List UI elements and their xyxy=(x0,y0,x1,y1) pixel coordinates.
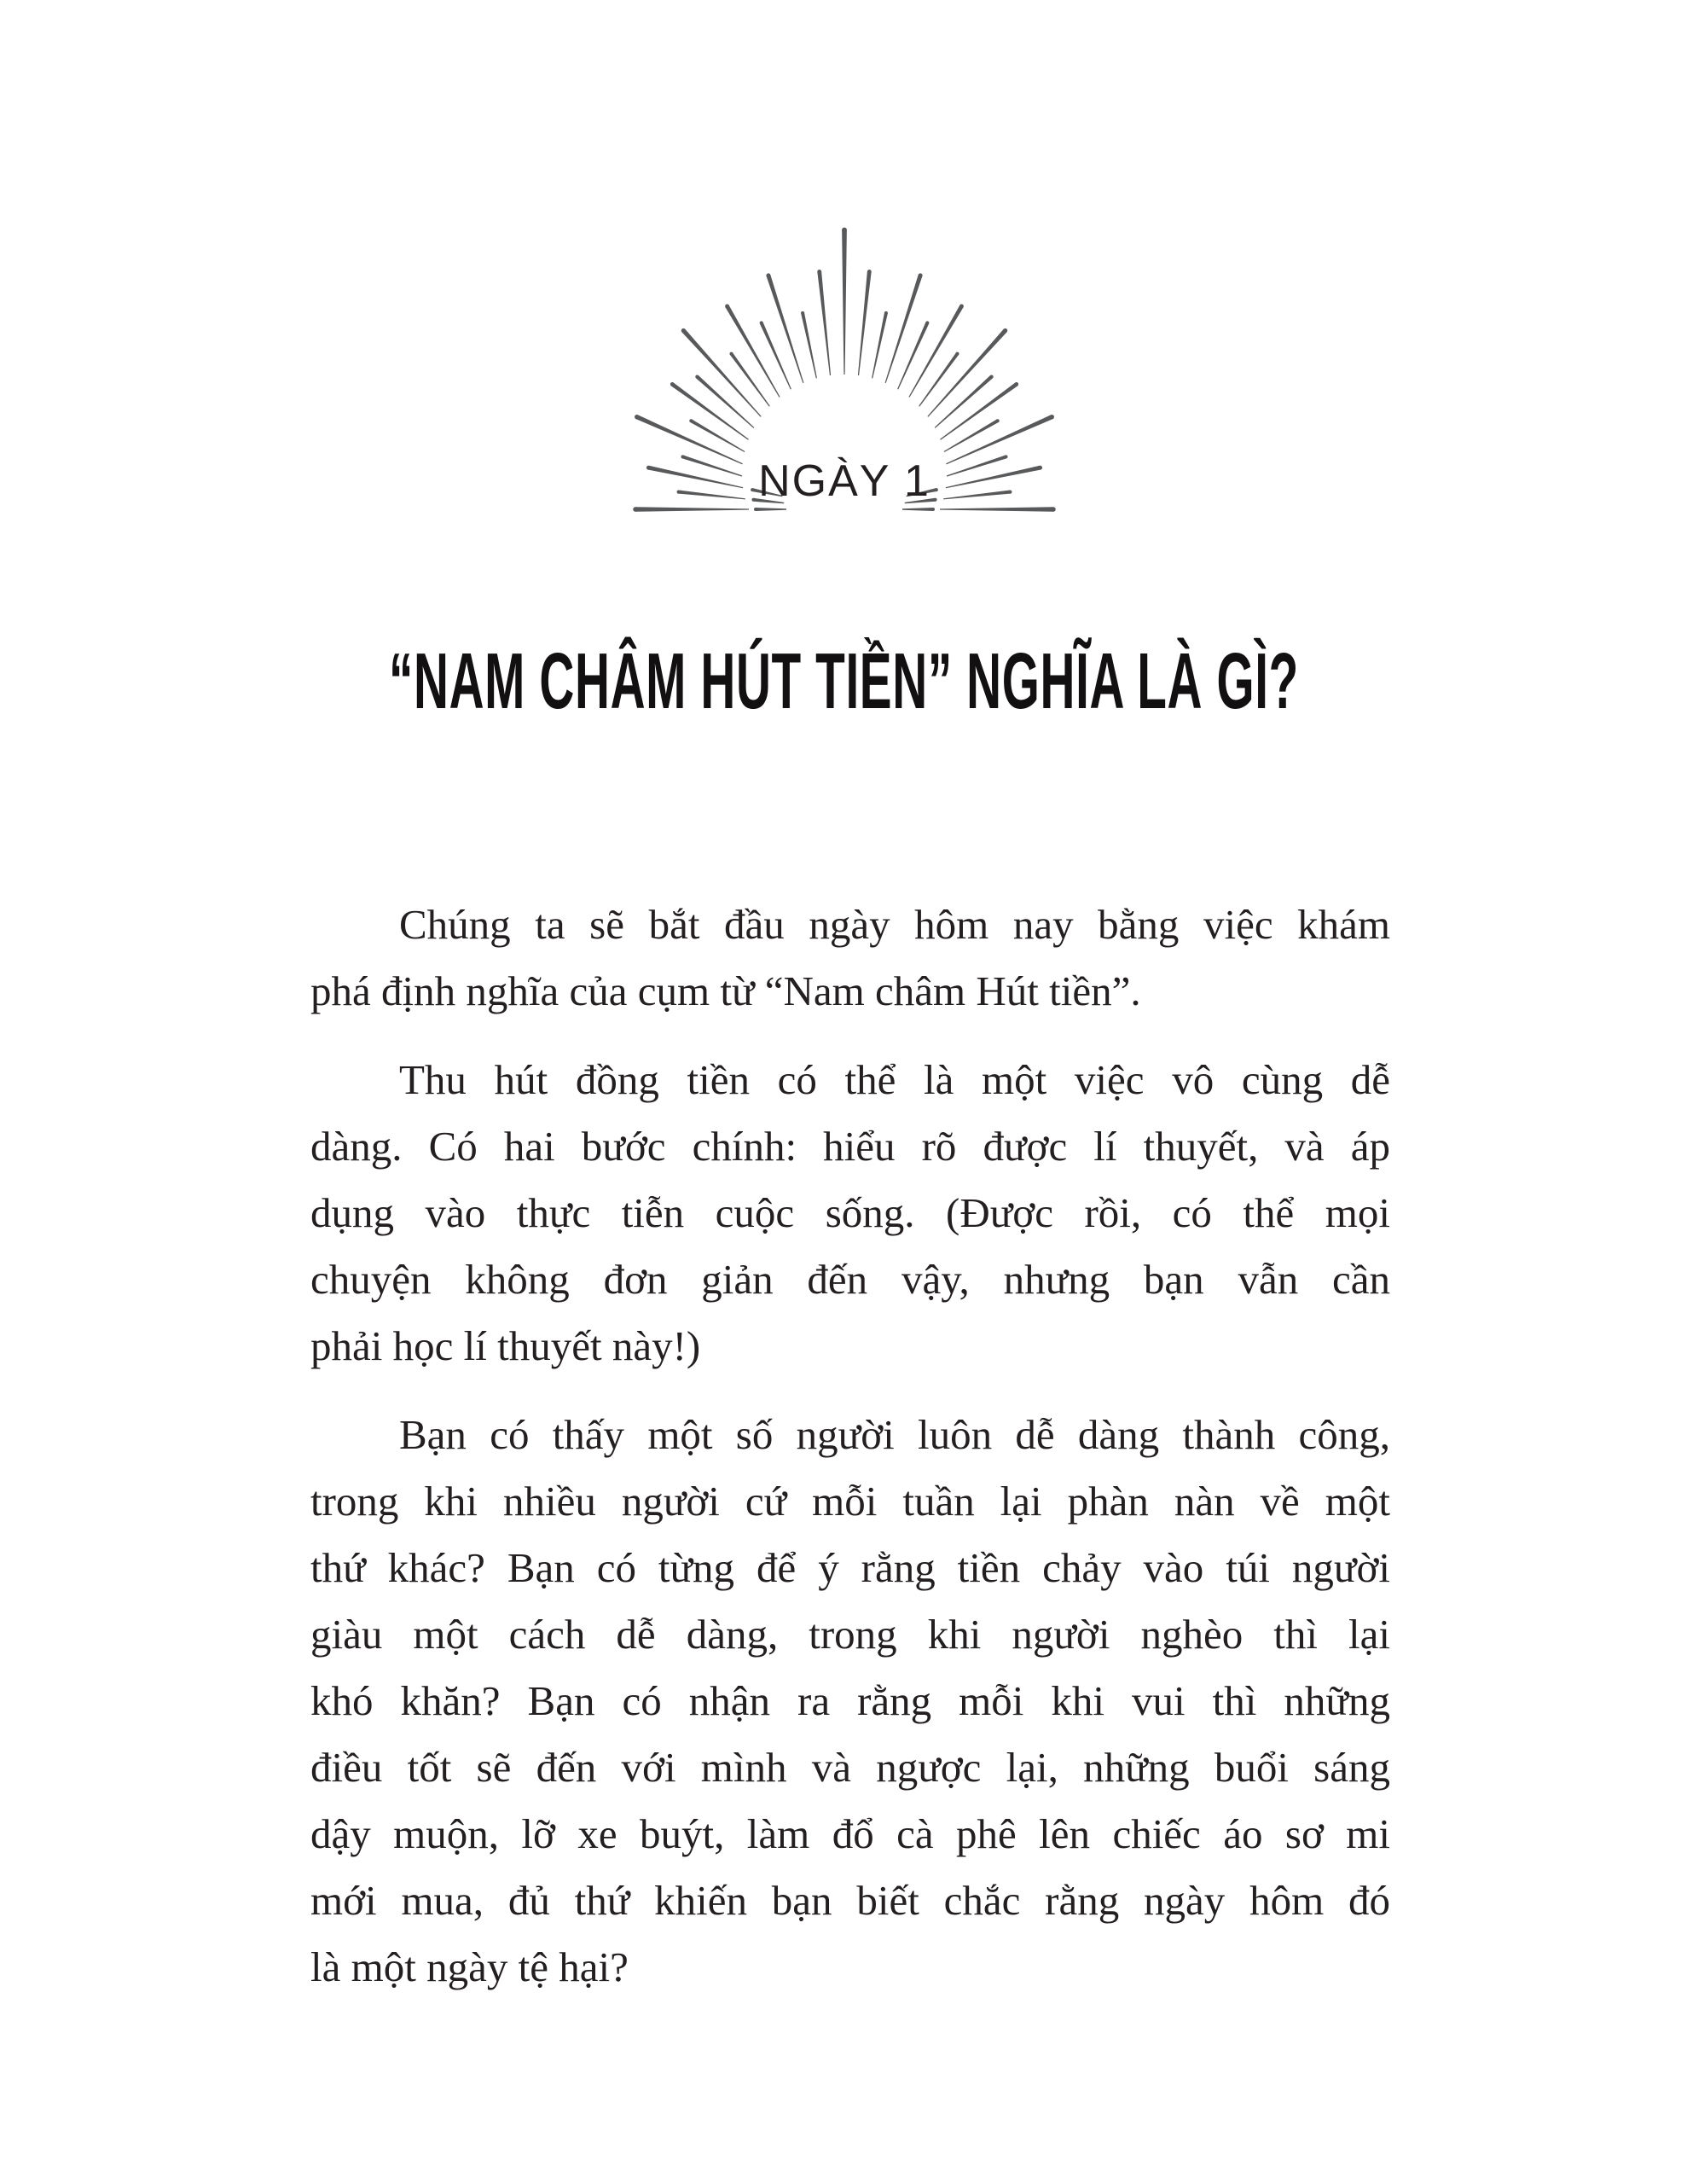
day-label: NGÀY 1 xyxy=(758,456,930,506)
text-line: dụng vào thực tiễn cuộc sống. (Được rồi, có thể mọi xyxy=(310,1189,1390,1236)
text-line: phải học lí thuyết này!) xyxy=(310,1322,701,1369)
text-line: trong khi nhiều người cứ mỗi tuần lại phàn nàn về một xyxy=(310,1478,1390,1525)
text-line: thứ khác? Bạn có từng để ý rằng tiền chảy vào túi người xyxy=(310,1544,1390,1591)
sunburst-rays-icon xyxy=(631,224,1058,491)
paragraph xyxy=(310,892,1390,1025)
text-line: Chúng ta sẽ bắt đầu ngày hôm nay bằng việc khám xyxy=(399,901,1390,948)
text-line: chuyện không đơn giản đến vậy, nhưng bạn vẫn cần xyxy=(310,1256,1390,1303)
chapter-title-text: “NAM CHÂM HÚT TIỀN” NGHĨA LÀ GÌ? xyxy=(388,636,1299,725)
text-line: giàu một cách dễ dàng, trong khi người nghèo thì lại xyxy=(310,1611,1390,1658)
paragraph xyxy=(310,1402,1390,2001)
paragraph xyxy=(310,1047,1390,1380)
text-line: mới mua, đủ thứ khiến bạn biết chắc rằng ngày hôm đó xyxy=(310,1877,1390,1924)
text-line: Bạn có thấy một số người luôn dễ dàng thành công, xyxy=(399,1411,1390,1458)
text-line: dàng. Có hai bước chính: hiểu rõ được lí thuyết, và áp xyxy=(310,1123,1390,1170)
body-text xyxy=(310,892,1390,2001)
text-line: điều tốt sẽ đến với mình và ngược lại, những buổi sáng xyxy=(310,1744,1390,1791)
chapter-title xyxy=(0,631,1687,730)
text-line: phá định nghĩa của cụm từ “Nam châm Hút tiền”. xyxy=(310,967,1141,1014)
day-1-marker xyxy=(631,224,1058,506)
text-line: Thu hút đồng tiền có thể là một việc vô cùng dễ xyxy=(399,1056,1390,1103)
text-line: khó khăn? Bạn có nhận ra rằng mỗi khi vui thì những xyxy=(310,1677,1390,1724)
text-line: dậy muộn, lỡ xe buýt, làm đổ cà phê lên chiếc áo sơ mi xyxy=(310,1810,1390,1857)
text-line: là một ngày tệ hại? xyxy=(310,1943,629,1990)
